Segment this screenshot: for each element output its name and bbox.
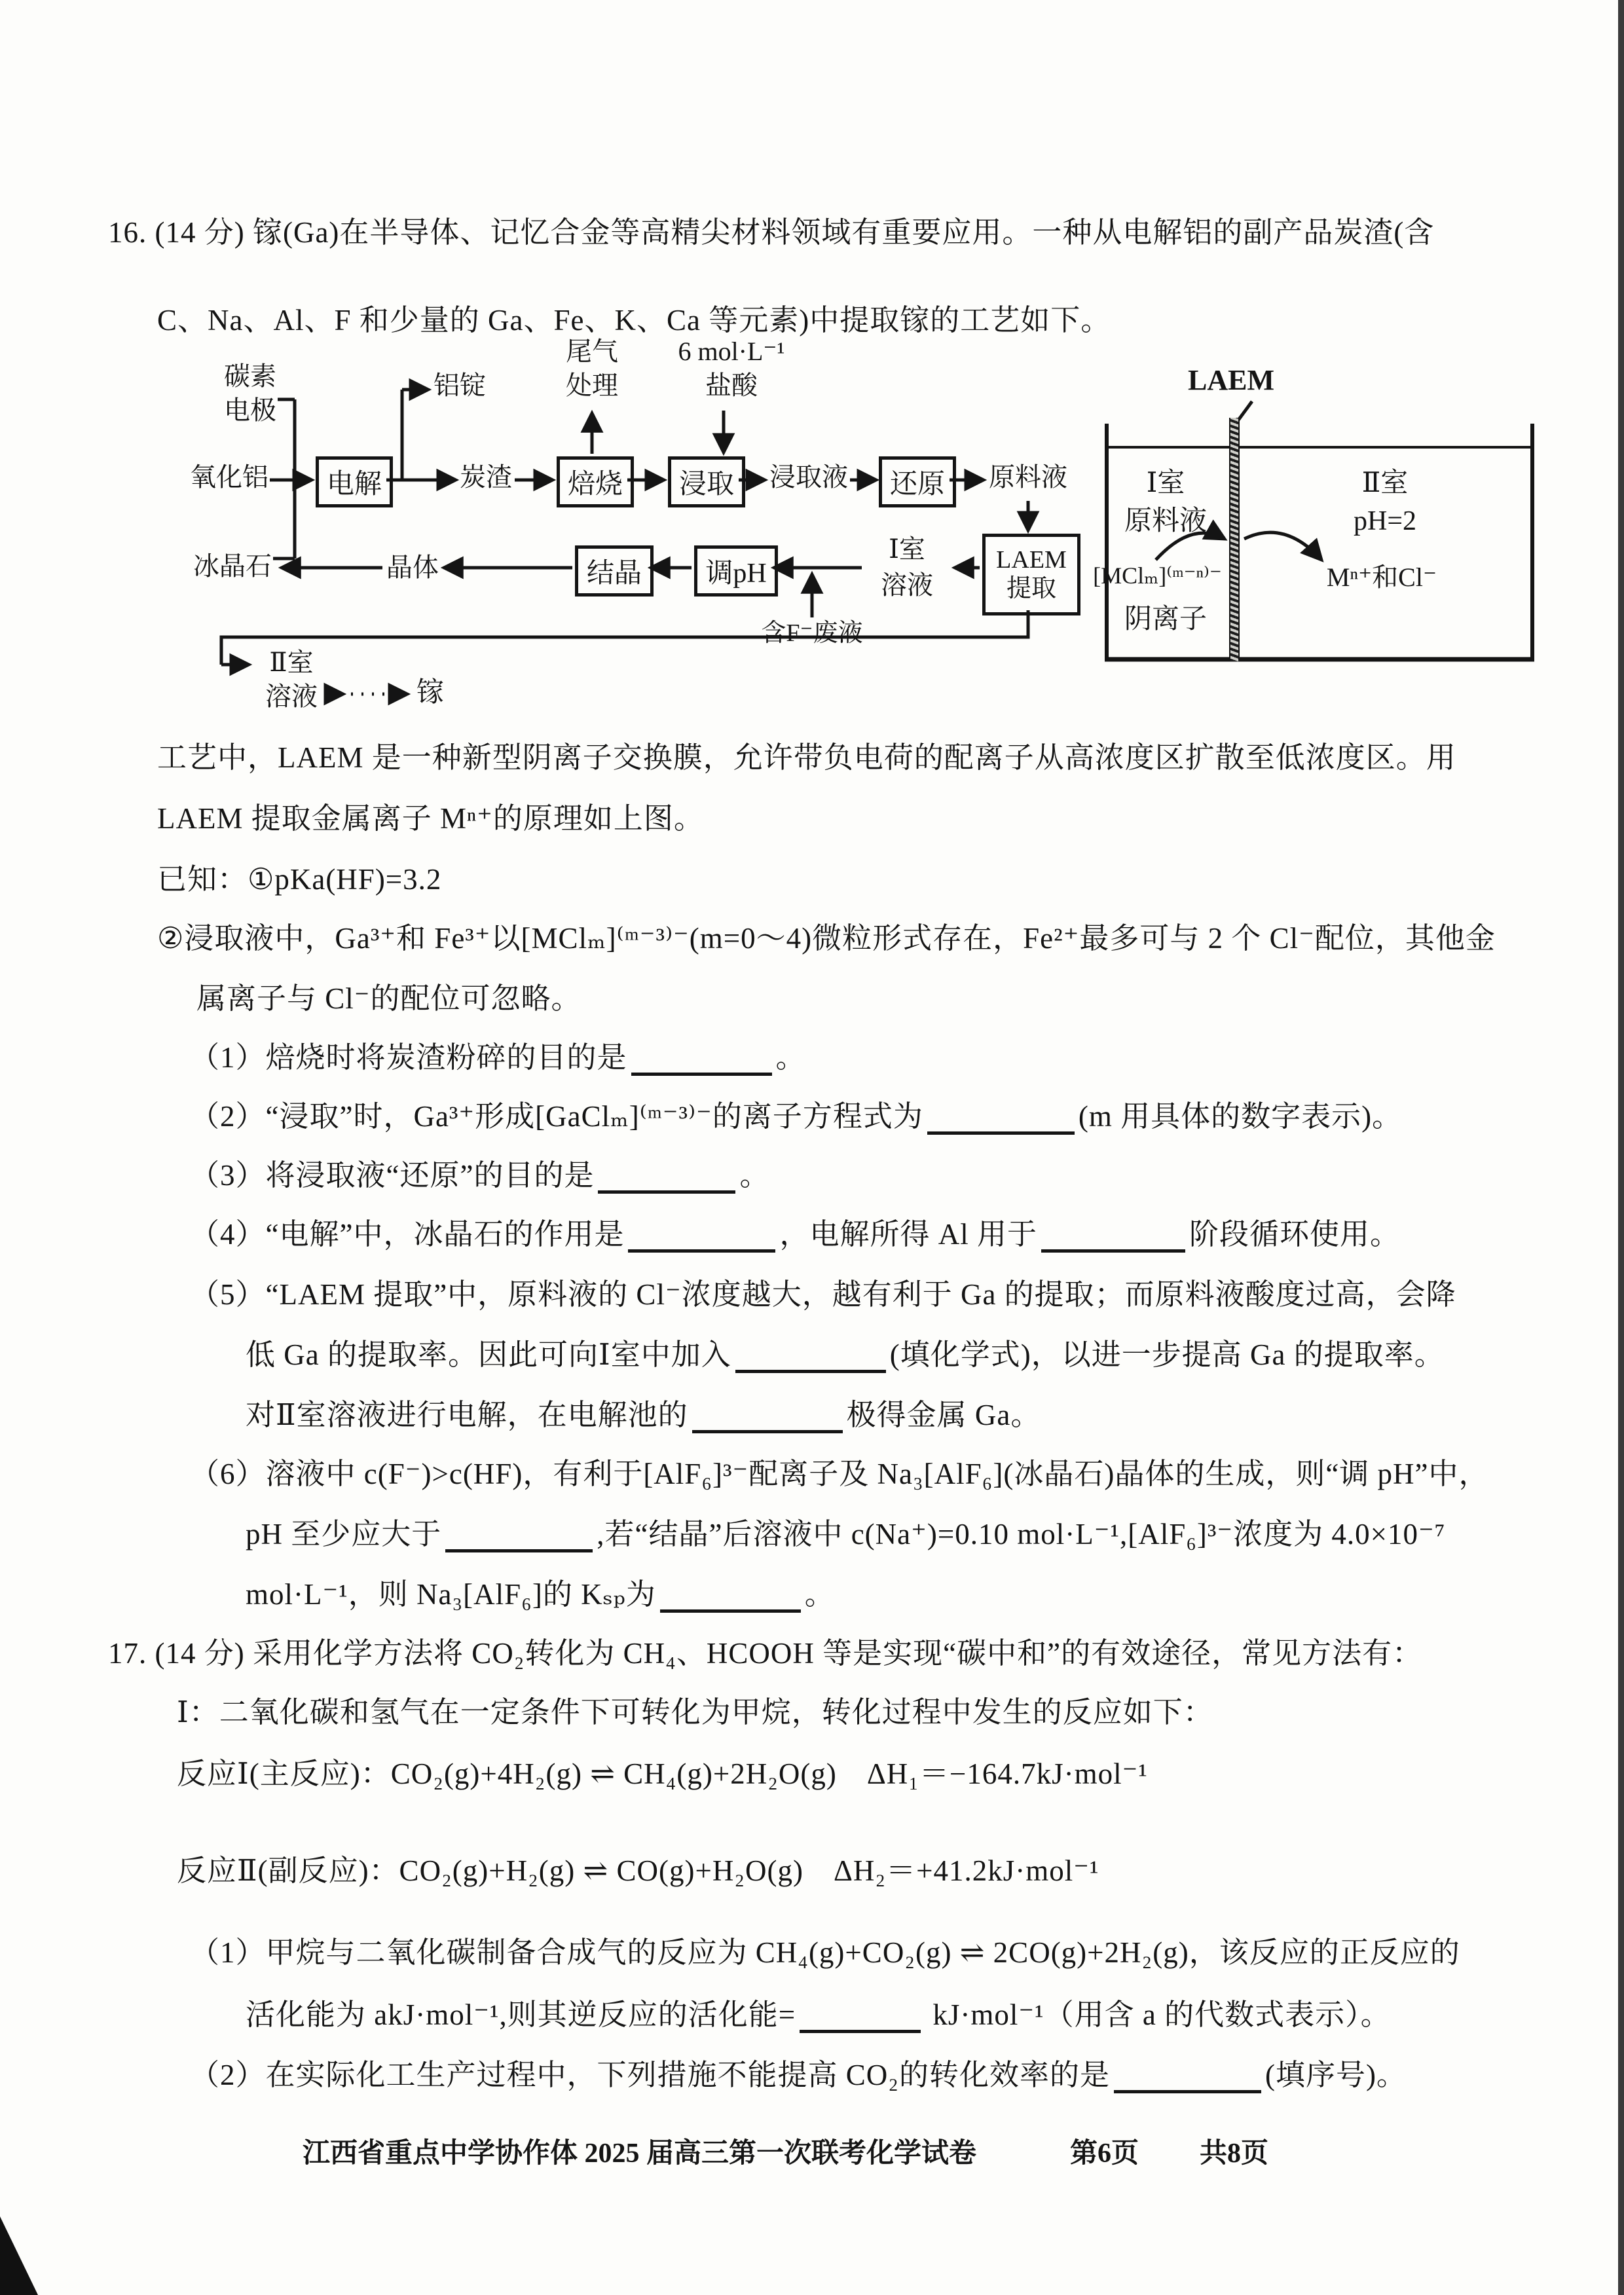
- q17-item2-text: （2）在实际化工生产过程中，下列措施不能提高 CO₂的转化效率的是: [190, 2059, 1110, 2091]
- q17-intro-line1: 17. (14 分) 采用化学方法将 CO₂转化为 CH₄、HCOOH 等是实现“碳中和”的有效途径，常见方法有：: [108, 1637, 1423, 1670]
- q17-item1-line2: [246, 1991, 1391, 2033]
- q17-item1-line1: （1）甲烷与二氧化碳制备合成气的反应为 CH₄(g)+CO₂(g) ⇌ 2CO(g)+2H₂(g)，该反应的正反应的: [190, 1936, 1460, 1969]
- answer-blank: [800, 2000, 921, 2033]
- footer-title: 江西省重点中学协作体 2025 届高三第一次联考化学试卷: [303, 2139, 977, 2169]
- q16-item6-line2-text: pH 至少应大于: [246, 1518, 442, 1551]
- flow-box-reduce: 还原: [879, 456, 956, 507]
- answer-blank: [660, 1580, 801, 1613]
- q16-item6-line1: （6）溶液中 c(F⁻)>c(HF)，有利于[AlF₆]³⁻配离子及 Na₃[AlF₆](冰晶石)晶体的生成，则“调 pH”中，: [190, 1458, 1489, 1490]
- para-known-2-line2: 属离子与 Cl⁻的配位可忽略。: [196, 982, 581, 1015]
- q16-item6-line3: [246, 1570, 835, 1613]
- flow-box-laem-line1: LAEM: [996, 545, 1067, 574]
- answer-blank: [927, 1102, 1075, 1135]
- flow-label-carbon-residue: 炭渣: [460, 462, 512, 492]
- q16-item1-text: （1）焙烧时将炭渣粉碎的目的是: [190, 1041, 627, 1074]
- cell-room2-species: Mⁿ⁺和Cl⁻: [1326, 562, 1437, 592]
- answer-blank: [735, 1340, 886, 1373]
- laem-cell-diagram: [1080, 363, 1559, 671]
- flow-box-leach: 浸取: [668, 456, 745, 507]
- scan-edge-strip: [1618, 0, 1624, 2295]
- q16-item3: [190, 1151, 769, 1194]
- q16-item4-end: 阶段循环使用。: [1189, 1218, 1400, 1251]
- flow-label-crystal: 晶体: [386, 553, 439, 582]
- q16-item4-text1: （4）“电解”中，冰晶石的作用是: [190, 1218, 625, 1251]
- flow-label-carbon-electrode-1: 碳素: [224, 361, 276, 391]
- flow-box-roast: 焙烧: [557, 456, 634, 507]
- cell-room1-species: [MClₘ]⁽ᵐ⁻ⁿ⁾⁻: [1093, 562, 1222, 589]
- q17-reaction2: 反应Ⅱ(副反应)：CO₂(g)+H₂(g) ⇌ CO(g)+H₂O(g) ΔH₂＝+41.2kJ·mol⁻¹: [177, 1854, 1099, 1887]
- cell-room1-sub: 原料液: [1124, 506, 1207, 536]
- flow-label-hcl-conc: 6 mol·L⁻¹: [678, 337, 785, 366]
- q16-item6-line3-text: mol·L⁻¹，则 Na₃[AlF₆]的 Kₛₚ为: [246, 1578, 656, 1611]
- footer-page-number: 第6页: [1070, 2139, 1139, 2169]
- para-laem-line2: LAEM 提取金属离子 Mⁿ⁺的原理如上图。: [157, 802, 704, 835]
- q16-item2-text: （2）“浸取”时，Ga³⁺形成[GaClₘ]⁽ᵐ⁻³⁾⁻的离子方程式为: [190, 1100, 923, 1133]
- q16-item3-end: 。: [739, 1159, 770, 1192]
- answer-blank: [628, 1220, 775, 1253]
- para-known-2-line1: ②浸取液中，Ga³⁺和 Fe³⁺以[MClₘ]⁽ᵐ⁻³⁾⁻(m=0～4)微粒形式存在，Fe²⁺最多可与 2 个 Cl⁻配位，其他金: [157, 922, 1496, 955]
- flow-label-hcl: 盐酸: [705, 371, 758, 400]
- q17-item2-end: (填序号)。: [1264, 2059, 1407, 2091]
- answer-blank: [631, 1043, 772, 1076]
- q17-reaction1: 反应Ⅰ(主反应)：CO₂(g)+4H₂(g) ⇌ CH₄(g)+2H₂O(g) ΔH₁＝−164.7kJ·mol⁻¹: [177, 1757, 1148, 1790]
- flow-label-room2-b: 溶液: [265, 682, 318, 711]
- q17-item2: [190, 2051, 1407, 2093]
- cell-laem-label: LAEM: [1188, 364, 1274, 396]
- flow-label-alumina: 氧化铝: [190, 462, 268, 492]
- flow-label-carbon-electrode-2: 电极: [224, 395, 276, 425]
- flow-label-f-waste: 含F⁻废液: [761, 619, 863, 647]
- flow-label-leachate: 浸取液: [769, 462, 848, 492]
- flow-box-laem-line2: 提取: [1006, 574, 1056, 602]
- answer-blank: [598, 1161, 735, 1194]
- flow-label-tail-gas-2: 处理: [566, 371, 618, 400]
- q16-item6-line2-end: ,若“结晶”后溶液中 c(Na⁺)=0.10 mol·L⁻¹,[AlF₆]³⁻浓度为 4.0×10⁻⁷: [597, 1518, 1446, 1551]
- cell-room2-title: Ⅱ室: [1361, 468, 1409, 498]
- q16-item5-line3-end: 极得金属 Ga。: [846, 1399, 1041, 1431]
- answer-blank: [445, 1520, 593, 1552]
- flow-label-room1-a: Ⅰ室: [889, 534, 925, 564]
- q16-item5-line2-text: 低 Ga 的提取率。因此可向Ⅰ室中加入: [246, 1338, 731, 1371]
- q17-item1-line2-end: kJ·mol⁻¹（用含 a 的代数式表示）。: [925, 1998, 1391, 2031]
- q16-item4-text2: ，电解所得 Al 用于: [779, 1218, 1037, 1251]
- q17-item1-line2-text: 活化能为 akJ·mol⁻¹,则其逆反应的活化能=: [246, 1998, 796, 2031]
- answer-blank: [692, 1401, 843, 1433]
- process-flow-diagram: [190, 337, 1107, 730]
- q16-item5-line2: [246, 1331, 1445, 1373]
- q16-item4: [190, 1210, 1400, 1253]
- answer-blank: [1114, 2061, 1261, 2093]
- flow-label-feed-solution: 原料液: [989, 462, 1067, 492]
- q16-item5-line1: （5）“LAEM 提取”中，原料液的 Cl⁻浓度越大，越有利于 Ga 的提取；而原料液酸度过高，会降: [190, 1278, 1456, 1311]
- footer-page-total: 共8页: [1200, 2139, 1269, 2169]
- cell-room1-title: Ⅰ室: [1146, 468, 1185, 498]
- q16-intro-line2: C、Na、Al、F 和少量的 Ga、Fe、K、Ca 等元素)中提取镓的工艺如下。: [157, 304, 1111, 337]
- q16-item5-line3-text: 对Ⅱ室溶液进行电解，在电解池的: [246, 1399, 688, 1431]
- flow-label-cryolite: 冰晶石: [193, 551, 272, 581]
- para-laem-line1: 工艺中，LAEM 是一种新型阴离子交换膜，允许带负电荷的配离子从高浓度区扩散至低浓度区。用: [157, 741, 1456, 774]
- flow-label-gallium: 镓: [416, 678, 445, 708]
- cell-room2-sub: pH=2: [1353, 506, 1417, 536]
- flow-label-al-ingot: 铝锭: [434, 371, 486, 400]
- flow-box-laem-extraction: [982, 534, 1080, 615]
- scan-corner-wedge: [0, 2216, 38, 2295]
- q16-item1: [190, 1033, 806, 1076]
- flow-box-crystallize: 结晶: [575, 545, 654, 597]
- q16-item1-end: 。: [775, 1041, 806, 1074]
- q16-intro-line1: 16. (14 分) 镓(Ga)在半导体、记忆合金等高精尖材料领域有重要应用。一种从电解铝的副产品炭渣(含: [108, 216, 1435, 249]
- cell-room1-species2: 阴离子: [1124, 604, 1207, 634]
- para-known-1: 已知：①pKa(HF)=3.2: [157, 863, 442, 896]
- q16-item5-line2-end: (填化学式)，以进一步提高 Ga 的提取率。: [889, 1338, 1445, 1371]
- flow-box-electrolysis: 电解: [316, 456, 393, 507]
- q16-item2-end: (m 用具体的数字表示)。: [1078, 1100, 1403, 1133]
- q16-item5-line3: [246, 1391, 1041, 1433]
- q16-item6-line2: [246, 1510, 1445, 1552]
- q16-item2: [190, 1092, 1402, 1135]
- answer-blank: [1041, 1220, 1185, 1253]
- q16-item3-text: （3）将浸取液“还原”的目的是: [190, 1159, 595, 1192]
- q17-intro-line2: Ⅰ：二氧化碳和氢气在一定条件下可转化为甲烷，转化过程中发生的反应如下：: [177, 1696, 1213, 1729]
- flow-label-room1-b: 溶液: [881, 570, 933, 600]
- flow-label-room2-a: Ⅱ室: [269, 648, 314, 677]
- q16-item6-line3-end: 。: [804, 1578, 835, 1611]
- flow-box-adjust-ph: 调pH: [694, 545, 778, 597]
- flow-label-tail-gas-1: 尾气: [566, 337, 618, 366]
